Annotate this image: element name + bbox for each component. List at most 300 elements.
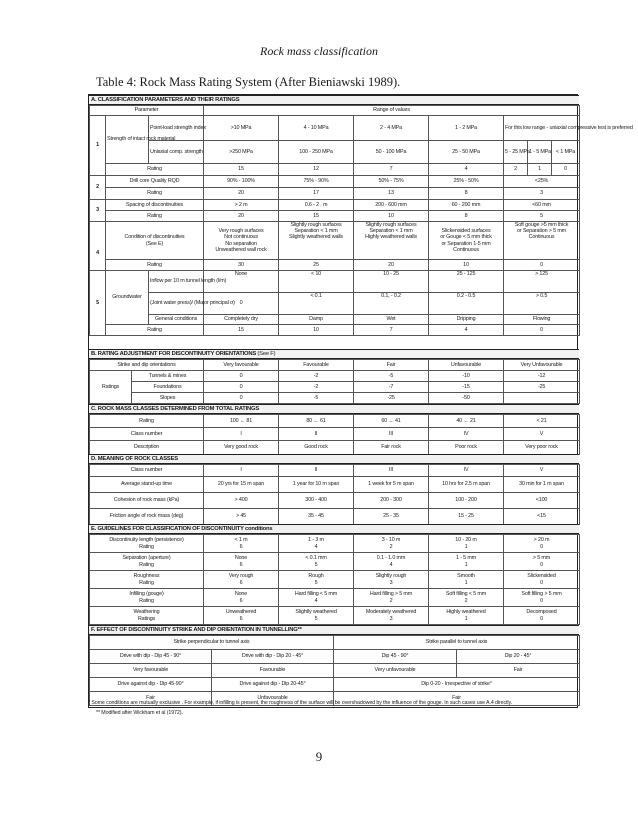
- guideline-row: [90, 553, 580, 571]
- guideline-value: Slightly rough: [375, 573, 407, 580]
- cell: [429, 607, 504, 625]
- cell: [279, 589, 354, 607]
- cell: IV: [429, 465, 504, 477]
- line: Continuous: [528, 234, 555, 241]
- guideline-value: 3 - 10 m: [381, 537, 401, 544]
- guideline-rating-label: Ratings: [137, 615, 156, 622]
- cell: 25: [279, 260, 354, 271]
- section-f: [89, 635, 580, 706]
- general-conditions-label: General conditions: [149, 315, 204, 325]
- cell: 20 yrs for 15 m span: [204, 477, 279, 493]
- cell: [504, 589, 580, 607]
- cell: [279, 535, 354, 553]
- cell: Favourable: [279, 360, 354, 371]
- guideline-row: [90, 535, 580, 553]
- cell: [354, 553, 429, 571]
- cell: 80 ← 61: [279, 415, 354, 428]
- line: Unweathered wall rock: [215, 246, 267, 253]
- cell: [354, 535, 429, 553]
- cell: 0.1, - 0.2: [354, 293, 429, 315]
- cell: 40 ← 21: [429, 415, 504, 428]
- cell: Completely dry: [204, 315, 279, 325]
- cell: Dip 20 - 45°: [457, 650, 580, 664]
- guideline-value: > 5 mm: [532, 555, 551, 562]
- row-label: Cohesion of rock mass (kPa): [90, 493, 204, 509]
- cell: 1: [528, 164, 552, 176]
- row-label: Friction angle of rock mass (deg): [90, 509, 204, 525]
- strike-perpendicular-header: Strike perpendicular to tunnel axis: [90, 636, 334, 650]
- cell: 30: [204, 260, 279, 271]
- condition-cell: [279, 222, 354, 260]
- line: Separation < 1 mm: [294, 228, 338, 235]
- cell: 10: [429, 260, 504, 271]
- rating-label: Rating: [106, 188, 204, 200]
- line: Very rough surfaces: [218, 228, 264, 235]
- orientation-head-label: Strike and dip orientations: [90, 360, 204, 371]
- guideline-rating: 4: [314, 597, 318, 604]
- cell: 8: [429, 188, 504, 200]
- guideline-value: Highly weathered: [446, 609, 486, 616]
- rating-label: Rating: [106, 260, 204, 271]
- cell: Dip 45 - 90°: [334, 650, 457, 664]
- point-load-note: For this low range - uniaxial compressive test is preferred: [504, 116, 580, 141]
- guideline-label: Separation (aperture): [122, 555, 171, 562]
- cell: [279, 607, 354, 625]
- cell: 0: [504, 325, 580, 336]
- cell: [204, 535, 279, 553]
- section-d-title: D. MEANING OF ROCK CLASSES: [89, 454, 579, 464]
- cell: <60 mm: [504, 200, 580, 211]
- cell: 25 - 35: [354, 509, 429, 525]
- cell: Very good rock: [204, 441, 279, 455]
- cell: Fair: [457, 664, 580, 678]
- inflow-label: Inflow per 10 m tunnel length (l/m): [149, 271, 204, 293]
- guideline-rating: 0: [540, 561, 543, 568]
- cell: 15: [204, 164, 279, 176]
- cell: [504, 393, 580, 404]
- footnote-2: ** Modified after Wickham et al (1972).: [96, 710, 183, 716]
- cell: 10 - 25: [354, 271, 429, 293]
- cell: 2 - 4 MPa: [354, 116, 429, 141]
- cell: II: [279, 428, 354, 441]
- rating-label: Rating: [106, 325, 204, 336]
- page-number: 9: [315, 749, 323, 764]
- section-c: [89, 414, 580, 455]
- row-label: Average stand-up time: [90, 477, 204, 493]
- param-4-name-line: Condition of discontinuities: [124, 234, 185, 241]
- guideline-rating: 1: [464, 579, 468, 586]
- cell: 0: [204, 371, 279, 382]
- cell: -7: [354, 382, 429, 393]
- guideline-rating-label: Rating: [139, 543, 154, 550]
- cell: Favourable: [212, 664, 334, 678]
- cell: [504, 553, 580, 571]
- row-label: Tunnels & mines: [132, 371, 204, 382]
- guideline-rating: 1: [464, 615, 468, 622]
- cell: [204, 607, 279, 625]
- cell: Drive against dip - Dip 20-45°: [212, 678, 334, 692]
- cell: I: [204, 465, 279, 477]
- cell: Very favourable: [90, 664, 212, 678]
- cell: 0: [552, 164, 580, 176]
- cell: 15: [204, 325, 279, 336]
- row-label: Rating: [90, 415, 204, 428]
- cell: Very poor rock: [504, 441, 580, 455]
- cell: 13: [354, 188, 429, 200]
- guideline-value: Very rough: [228, 573, 254, 580]
- param-4-number: 4: [90, 222, 106, 271]
- cell: <25%: [504, 176, 580, 188]
- line: or Separation 1-5 mm: [441, 240, 491, 247]
- cell: Wet: [354, 315, 429, 325]
- cell: 25 - 50 MPa: [429, 141, 504, 164]
- cell: 5 - 25 MPa: [504, 141, 528, 164]
- cell: 10: [279, 325, 354, 336]
- guideline-value: 1 - 3 m: [308, 537, 324, 544]
- cell: 50 - 100 MPa: [354, 141, 429, 164]
- cell: [279, 553, 354, 571]
- cell: 75% - 90%: [279, 176, 354, 188]
- section-a-title: A. CLASSIFICATION PARAMETERS AND THEIR RATINGS: [89, 95, 579, 105]
- line: Continuous: [453, 246, 479, 253]
- cell: Unfavourable: [429, 360, 504, 371]
- cell: Dip 0-20 - Irrespective of strike°: [334, 678, 580, 692]
- cell: 60 - 200 mm: [429, 200, 504, 211]
- cell: 15 - 25: [429, 509, 504, 525]
- rating-label: Rating: [106, 211, 204, 222]
- cell: -50: [429, 393, 504, 404]
- condition-cell: [354, 222, 429, 260]
- line: Slightly rough surfaces: [365, 222, 417, 228]
- guideline-value: Hard filling < 5 mm: [294, 591, 338, 598]
- param-3-number: 3: [90, 200, 106, 222]
- cell: III: [354, 428, 429, 441]
- guideline-label: Roughness: [133, 573, 160, 580]
- section-d: [89, 464, 580, 525]
- cell: None: [204, 271, 279, 293]
- cell: < 1 MPa: [552, 141, 580, 164]
- cell: Poor rock: [429, 441, 504, 455]
- section-c-title: C. ROCK MASS CLASSES DETERMINED FROM TOTAL RATINGS: [89, 404, 579, 414]
- guideline-value: None: [234, 591, 248, 598]
- cell: 10: [354, 211, 429, 222]
- section-e: [89, 534, 580, 625]
- condition-cell: [204, 222, 279, 260]
- guideline-rating: 0: [540, 615, 543, 622]
- cell: Drive with dip - Dip 20 - 45°: [212, 650, 334, 664]
- param-4-name: [106, 222, 204, 260]
- guideline-value: Unweathered: [225, 609, 257, 616]
- guideline-rating: 2: [464, 597, 468, 604]
- row-label: [90, 535, 204, 553]
- cell: <15: [504, 509, 580, 525]
- cell: 0: [204, 293, 279, 315]
- line: Slightly weathered walls: [289, 234, 343, 241]
- cell: 0: [504, 260, 580, 271]
- line: Not continuous: [224, 234, 258, 241]
- table-caption: Table 4: Rock Mass Rating System (After Bieniawski 1989).: [96, 75, 401, 89]
- guideline-rating: 2: [389, 543, 393, 550]
- guideline-value: Hard filling > 5 mm: [369, 591, 413, 598]
- cell: 0: [204, 382, 279, 393]
- guideline-rating: 3: [389, 615, 393, 622]
- row-label: Class number: [90, 428, 204, 441]
- cell: 200 - 600 mm: [354, 200, 429, 211]
- cell: 90% - 100%: [204, 176, 279, 188]
- cell: Good rock: [279, 441, 354, 455]
- section-a: [89, 105, 633, 336]
- cell: -2: [279, 371, 354, 382]
- cell: -25: [354, 393, 429, 404]
- cell: Fair: [90, 692, 212, 706]
- cell: 35 - 45: [279, 509, 354, 525]
- row-label: Slopes: [132, 393, 204, 404]
- cell: 300 - 400: [279, 493, 354, 509]
- guideline-rating: 5: [314, 561, 318, 568]
- guideline-rating: 5: [314, 615, 318, 622]
- cell: [204, 571, 279, 589]
- rating-label: Rating: [106, 164, 204, 176]
- cell: Dripping: [429, 315, 504, 325]
- cell: 100 - 250 MPa: [279, 141, 354, 164]
- cell: [429, 589, 504, 607]
- guideline-value: Decomposed: [526, 609, 557, 616]
- cell: 7: [354, 164, 429, 176]
- guideline-rating: 2: [389, 597, 393, 604]
- cell: 1 week for 5 m span: [354, 477, 429, 493]
- guideline-row: [90, 589, 580, 607]
- cell: 12: [279, 164, 354, 176]
- cell: Fair rock: [354, 441, 429, 455]
- cell: 17: [279, 188, 354, 200]
- cell: Flowing: [504, 315, 580, 325]
- point-load-label: Point-load strength index: [149, 116, 204, 141]
- cell: Very unfavourable: [334, 664, 457, 678]
- cell: > 125: [504, 271, 580, 293]
- guideline-rating: 0: [540, 597, 543, 604]
- line: No separation: [225, 240, 257, 247]
- range-header: Range of values: [204, 106, 580, 116]
- cell: -25: [504, 382, 580, 393]
- section-f-title: F. EFFECT OF DISCONTINUITY STRIKE AND DIP ORIENTATION IN TUNNELLING**: [89, 625, 579, 635]
- cell: I: [204, 428, 279, 441]
- condition-cell: [429, 222, 504, 260]
- cell: <100: [504, 493, 580, 509]
- cell: 25 - 125: [429, 271, 504, 293]
- cell: -10: [429, 371, 504, 382]
- cell: 10 hrs for 2.5 m span: [429, 477, 504, 493]
- uniaxial-label: Uniaxial comp. strength: [149, 141, 204, 164]
- cell: < 21: [504, 415, 580, 428]
- guideline-label: Weathering: [133, 609, 160, 616]
- row-label: [90, 571, 204, 589]
- cell: 0: [204, 393, 279, 404]
- cell: 20: [354, 260, 429, 271]
- cell: 100 ← 81: [204, 415, 279, 428]
- cell: 60 ← 41: [354, 415, 429, 428]
- guideline-rating: 4: [389, 561, 393, 568]
- cell: II: [279, 465, 354, 477]
- cell: 7: [354, 325, 429, 336]
- cell: Very Unfavourable: [504, 360, 580, 371]
- cell: 8: [429, 211, 504, 222]
- cell: -5: [279, 393, 354, 404]
- cell: 20: [204, 211, 279, 222]
- guideline-rating-label: Rating: [139, 579, 154, 586]
- cell: III: [354, 465, 429, 477]
- cell: Drive against dip - Dip 45-90°: [90, 678, 212, 692]
- guideline-value: Slickensided: [527, 573, 556, 580]
- rmr-table: [88, 94, 633, 708]
- cell: 5: [504, 211, 580, 222]
- guideline-value: Rough: [308, 573, 324, 580]
- line: Slickensided surfaces: [441, 228, 491, 235]
- cell: 1 year for 10 m span: [279, 477, 354, 493]
- param-3-name: Spacing of discontinuities: [106, 200, 204, 211]
- guideline-rating: 0: [540, 579, 543, 586]
- param-1-number: 1: [90, 116, 106, 176]
- cell: [354, 571, 429, 589]
- guideline-value: 0.1 - 1.0 mm: [376, 555, 406, 562]
- cell: 100 - 200: [429, 493, 504, 509]
- line: Highly weathered walls: [365, 234, 417, 241]
- row-label: Description: [90, 441, 204, 455]
- cell: [504, 535, 580, 553]
- cell: [204, 589, 279, 607]
- guideline-rating: 6: [239, 579, 243, 586]
- cell: Damp: [279, 315, 354, 325]
- guideline-value: 10 - 20 m: [455, 537, 477, 544]
- line: or Separation > 5 mm: [517, 228, 567, 235]
- guideline-value: 1 - 5 mm: [455, 555, 477, 562]
- cell: [204, 553, 279, 571]
- section-b-title: B. RATING ADJUSTMENT FOR DISCONTINUITY ORIENTATIONS (See F): [89, 349, 579, 359]
- cell: 15: [279, 211, 354, 222]
- section-b: [89, 359, 580, 404]
- guideline-value: > 20 m: [533, 537, 550, 544]
- guideline-rating: 6: [239, 615, 243, 622]
- param-4-name-ref: (See E): [145, 240, 164, 247]
- guideline-rating: 6: [239, 561, 243, 568]
- ratings-group-label: Ratings: [90, 371, 132, 404]
- cell: 50% - 75%: [354, 176, 429, 188]
- guideline-value: < 0.1 mm: [305, 555, 327, 562]
- cell: 30 min for 1 m span: [504, 477, 580, 493]
- guideline-value: Moderately weathered: [365, 609, 417, 616]
- cell: V: [504, 428, 580, 441]
- guideline-rating-label: Rating: [139, 561, 154, 568]
- cell: [504, 571, 580, 589]
- cell: IV: [429, 428, 504, 441]
- cell: 4: [429, 325, 504, 336]
- guideline-rating: 1: [464, 543, 468, 550]
- guideline-value: Slightly weathered: [295, 609, 337, 616]
- line: Slightly rough surfaces: [290, 222, 342, 228]
- cell: -5: [354, 371, 429, 382]
- guideline-value: None: [234, 555, 248, 562]
- guideline-rating: 1: [464, 561, 468, 568]
- param-1-name: Strength of intact rock material: [106, 116, 149, 164]
- cell: -12: [504, 371, 580, 382]
- water-ratio-label: (Joint water press)/ (Major principal σ): [149, 293, 204, 315]
- param-2-name: Drill core Quality RQD: [106, 176, 204, 188]
- guideline-rating: 5: [314, 579, 318, 586]
- line: Separation < 1 mm: [369, 228, 413, 235]
- row-label: Class number: [90, 465, 204, 477]
- param-2-number: 2: [90, 176, 106, 200]
- param-header: Parameter: [90, 106, 204, 116]
- cell: 25% - 50%: [429, 176, 504, 188]
- guideline-value: Smooth: [457, 573, 475, 580]
- guideline-value: < 1 m: [234, 537, 248, 544]
- cell: [354, 607, 429, 625]
- line: Soft gouge >5 mm thick: [514, 222, 569, 228]
- guideline-value: Soft filling > 5 mm: [521, 591, 562, 598]
- guideline-rating: 3: [389, 579, 393, 586]
- guideline-rating: 6: [239, 597, 243, 604]
- cell: [429, 571, 504, 589]
- cell: 4: [429, 164, 504, 176]
- cell: >10 MPa: [204, 116, 279, 141]
- cell: Drive with dip - Dip 45 - 90°: [90, 650, 212, 664]
- section-e-title: E. GUIDELINES FOR CLASSIFICATION OF DISCONTINUITY conditions: [89, 524, 579, 534]
- cell: > 2 m: [204, 200, 279, 211]
- running-title: Rock mass classification: [260, 44, 378, 58]
- cell: 200 - 300: [354, 493, 429, 509]
- guideline-value: Soft filling < 5 mm: [445, 591, 487, 598]
- row-label: [90, 589, 204, 607]
- cell: [354, 589, 429, 607]
- cell: V: [504, 465, 580, 477]
- cell: -15: [429, 382, 504, 393]
- guideline-label: Infilling (gouge): [129, 591, 164, 598]
- condition-cell: [504, 222, 580, 260]
- row-label: [90, 607, 204, 625]
- cell: [504, 607, 580, 625]
- cell: Unfavourable: [212, 692, 334, 706]
- cell: > 0.5: [504, 293, 580, 315]
- cell: 2: [504, 164, 528, 176]
- cell: 0.2 - 0.5: [429, 293, 504, 315]
- cell: < 0.1: [279, 293, 354, 315]
- cell: 0.6 - 2 . m: [279, 200, 354, 211]
- cell: [279, 571, 354, 589]
- cell: 20: [204, 188, 279, 200]
- cell: Fair: [354, 360, 429, 371]
- cell: [429, 553, 504, 571]
- cell: -2: [279, 382, 354, 393]
- guideline-rating: 4: [314, 543, 318, 550]
- cell: Fair: [334, 692, 580, 706]
- cell: >250 MPa: [204, 141, 279, 164]
- param-5-name: Groundwater: [106, 271, 149, 325]
- line: or Gouge < 5 mm thick: [440, 234, 492, 241]
- cell: > 400: [204, 493, 279, 509]
- footnote-1: * Some conditions are mutually exclusive . For example, if infilling is present, the roughness of the surface will be overshadowed by the influence of the gouge. In such cases use A.4 directly.: [88, 700, 513, 706]
- guideline-row: [90, 571, 580, 589]
- row-label: Foundations: [132, 382, 204, 393]
- guideline-label: Discontinuity length (persistence): [109, 537, 184, 544]
- guideline-rating: 6: [239, 543, 243, 550]
- row-label: [90, 553, 204, 571]
- cell: Very favourable: [204, 360, 279, 371]
- strike-parallel-header: Strike parallel to tunnel axis: [334, 636, 580, 650]
- cell: < 10: [279, 271, 354, 293]
- cell: 3: [504, 188, 580, 200]
- cell: [429, 535, 504, 553]
- guideline-row: [90, 607, 580, 625]
- guideline-rating: 0: [540, 543, 543, 550]
